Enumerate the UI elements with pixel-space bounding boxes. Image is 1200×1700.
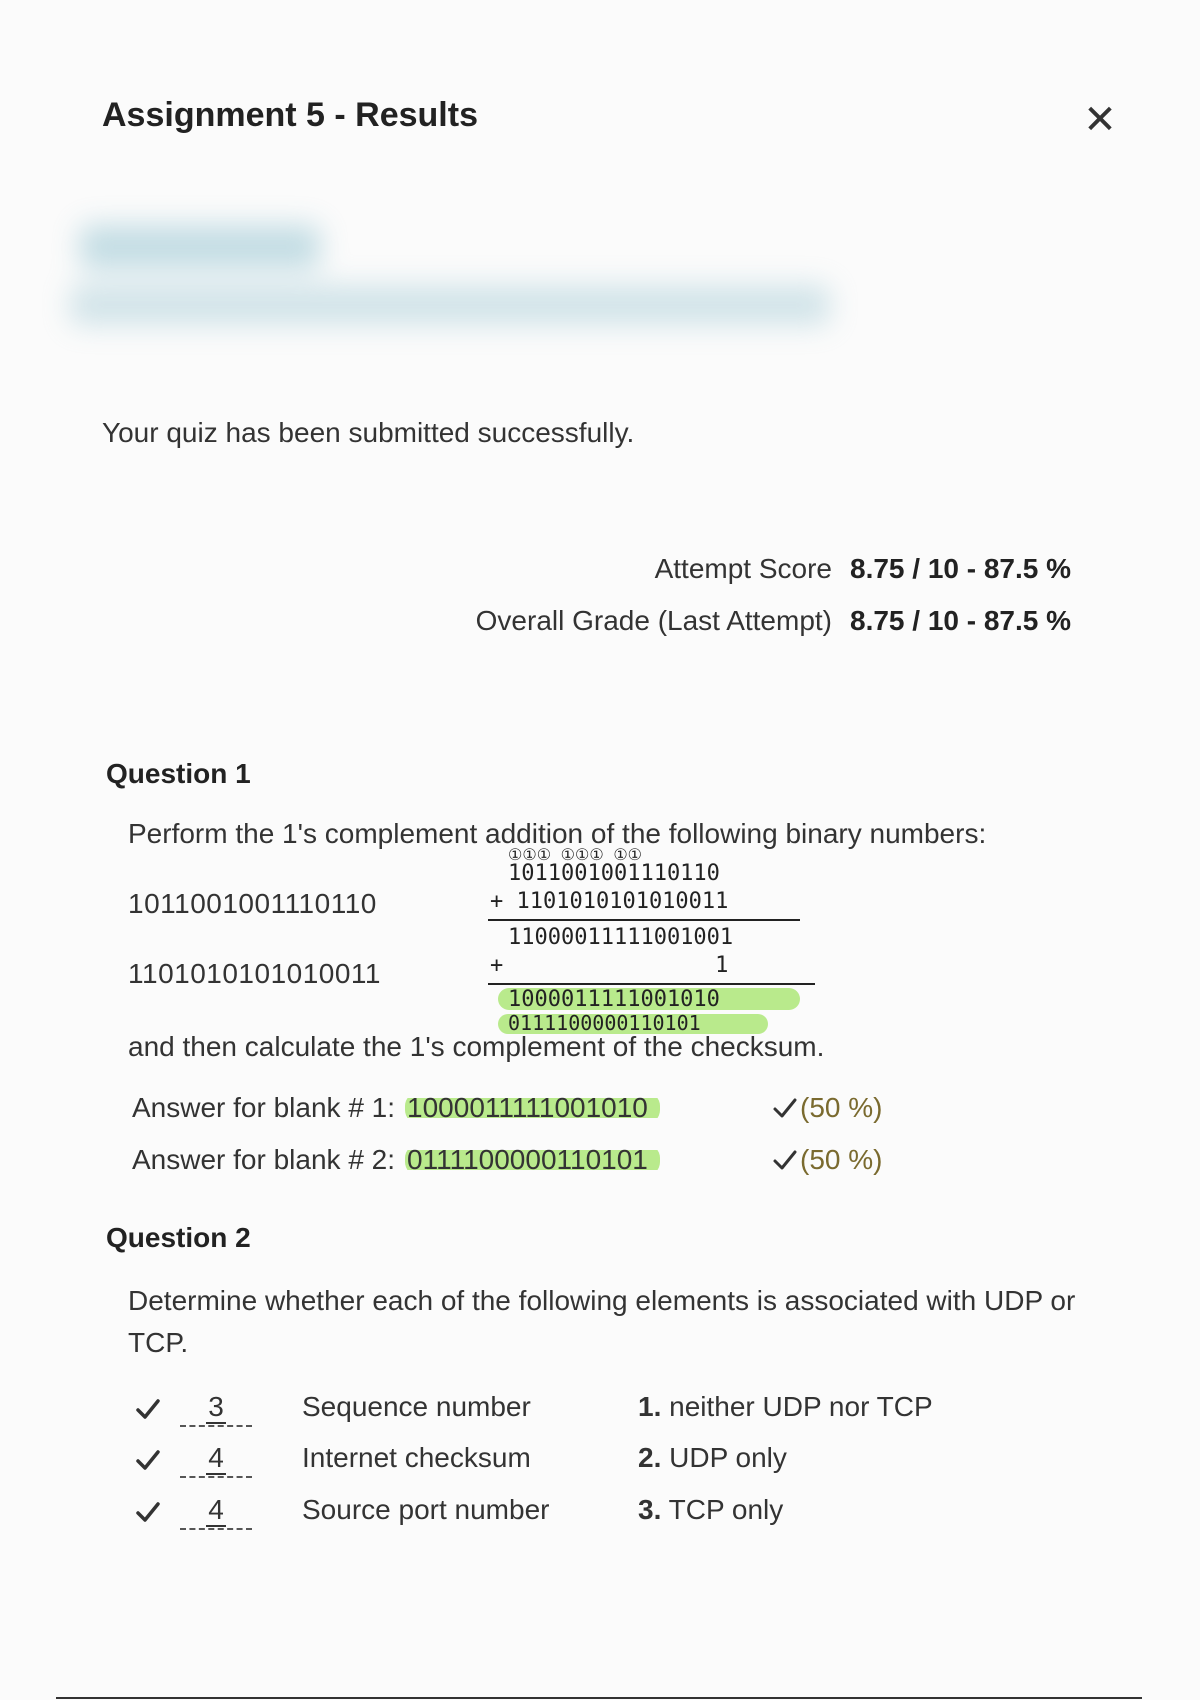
match-row: [134, 1389, 1034, 1429]
check-icon: [134, 1395, 162, 1423]
hand-line-4: + 1: [490, 953, 729, 978]
hand-line-3: 11000011111001001: [508, 925, 734, 950]
score-summary: [476, 553, 1085, 657]
match-answer-blank: [180, 1440, 252, 1478]
close-icon[interactable]: ✕: [1083, 98, 1117, 142]
answer-2-value: 0111100000110101: [405, 1144, 660, 1176]
check-icon: [772, 1147, 798, 1173]
check-icon: [134, 1446, 162, 1474]
answer-2-percent: (50 %): [800, 1144, 883, 1175]
answer-1-value: 1000011111001010: [405, 1092, 660, 1124]
handwritten-work: [470, 840, 830, 1045]
option-text: UDP only: [669, 1442, 787, 1473]
page-title: Assignment 5 - Results: [102, 96, 478, 134]
match-element: Internet checksum: [302, 1442, 531, 1473]
hand-line-1: 1011001001110110: [508, 861, 720, 886]
answer-row-1: [132, 1092, 660, 1124]
question-1-prompt: Perform the 1's complement addition of the following binary numbers:: [128, 818, 987, 849]
answer-1-result: [772, 1092, 882, 1124]
question-1-followup: and then calculate the 1's complement of the checksum.: [128, 1031, 825, 1062]
match-row: [134, 1492, 1034, 1532]
option-number: 1.: [638, 1391, 662, 1422]
option-text: TCP only: [668, 1494, 784, 1525]
check-icon: [772, 1095, 798, 1121]
overall-grade-value: 8.75 / 10 - 87.5 %: [850, 605, 1072, 636]
answer-1-percent: (50 %): [800, 1092, 883, 1123]
attempt-score-value: 8.75 / 10 - 87.5 %: [850, 553, 1072, 584]
attempt-score-row: [476, 553, 1085, 605]
match-element: Source port number: [302, 1494, 550, 1525]
divider: [56, 1697, 1142, 1699]
option-number: 3.: [638, 1494, 662, 1525]
submission-confirmation: Your quiz has been submitted successfully.: [102, 417, 635, 448]
answer-1-label: Answer for blank # 1:: [132, 1092, 396, 1123]
question-1-heading: Question 1: [106, 758, 251, 789]
match-answer-blank: [180, 1492, 252, 1530]
option-text: neither UDP nor TCP: [669, 1391, 933, 1422]
match-row: [134, 1440, 1034, 1480]
answer-2-label: Answer for blank # 2:: [132, 1144, 396, 1175]
match-option: [638, 1389, 933, 1425]
question-2-prompt: Determine whether each of the following elements is associated with UDP or TCP.: [128, 1285, 1076, 1358]
match-answer: 4: [208, 1494, 224, 1525]
binary-number-1: 1011001001110110: [128, 888, 377, 919]
blurred-region: [70, 215, 840, 345]
hand-line-5: 1000011111001010: [508, 987, 720, 1012]
overall-grade-label: Overall Grade (Last Attempt): [475, 605, 832, 636]
question-2-heading: Question 2: [106, 1222, 251, 1253]
attempt-score-label: Attempt Score: [654, 553, 832, 584]
hand-carries: ①①① ①①① ①①: [508, 845, 643, 864]
hand-line-2: + 1101010101010011: [490, 889, 729, 914]
answer-row-2: [132, 1144, 660, 1176]
match-answer: 4: [208, 1442, 224, 1473]
option-number: 2.: [638, 1442, 662, 1473]
hand-line-6: 0111100000110101: [508, 1011, 701, 1035]
binary-number-2: 1101010101010011: [128, 958, 381, 989]
answer-2-result: [772, 1144, 882, 1176]
match-option: [638, 1492, 783, 1528]
match-element: Sequence number: [302, 1391, 531, 1422]
overall-grade-row: [476, 605, 1085, 657]
match-answer: 3: [208, 1391, 224, 1422]
match-answer-blank: [180, 1389, 252, 1427]
match-option: [638, 1440, 787, 1476]
check-icon: [134, 1498, 162, 1526]
